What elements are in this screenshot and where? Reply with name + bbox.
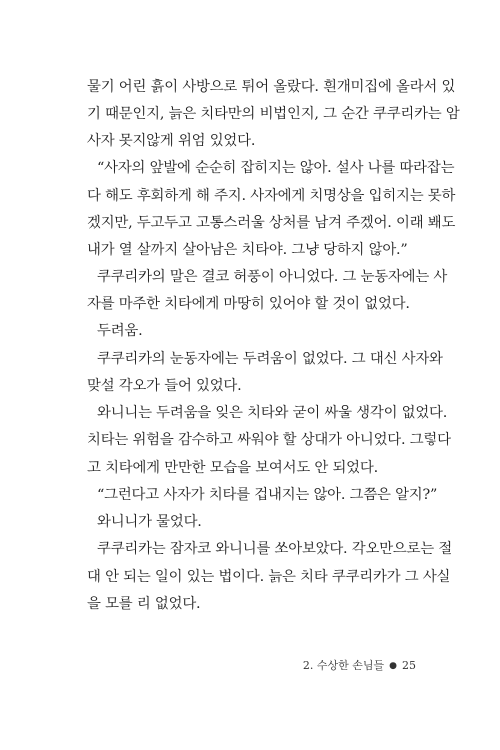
text-line: 대 안 되는 일이 있는 법이다. 늙은 치타 쿠쿠리카가 그 사실 bbox=[87, 569, 451, 585]
text-line: 물기 어린 흙이 사방으로 튀어 올랐다. 흰개미집에 올라서 있 bbox=[87, 79, 456, 95]
page-number: 25 bbox=[402, 659, 416, 672]
text-line: 을 모를 리 없었다. bbox=[87, 596, 201, 612]
text-line: “그런다고 사자가 치타를 겁내지는 않아. 그쯤은 알지?” bbox=[97, 487, 438, 503]
text-line: 겠지만, 두고두고 고통스러울 상처를 남겨 주겠어. 이래 봬도 bbox=[87, 215, 456, 231]
text-line: 와니니가 물었다. bbox=[97, 514, 202, 530]
text-line: 쿠쿠리카는 잠자코 와니니를 쏘아보았다. 각오만으로는 절 bbox=[97, 541, 453, 557]
text-line: 내가 열 살까지 살아남은 치타야. 그냥 당하지 않아.” bbox=[87, 242, 408, 258]
text-line: 맞설 각오가 들어 있었다. bbox=[87, 378, 242, 394]
text-line: 자를 마주한 치타에게 마땅히 있어야 할 것이 없었다. bbox=[87, 296, 410, 312]
text-line: 치타는 위험을 감수하고 싸워야 할 상대가 아니었다. 그렇다 bbox=[87, 432, 451, 448]
text-line: 고 치타에게 만만한 모습을 보여서도 안 되었다. bbox=[87, 460, 378, 476]
chapter-title: 2. 수상한 손님들 bbox=[302, 659, 385, 672]
text-line: 사자 못지않게 위엄 있었다. bbox=[87, 133, 256, 149]
text-line: 쿠쿠리카의 말은 결코 허풍이 아니었다. 그 눈동자에는 사 bbox=[97, 269, 448, 285]
text-line: 기 때문인지, 늙은 치타만의 비법인지, 그 순간 쿠쿠리카는 암 bbox=[87, 106, 460, 122]
text-line: 쿠쿠리카의 눈동자에는 두려움이 없었다. 그 대신 사자와 bbox=[97, 351, 443, 367]
text-line: 다 해도 후회하게 해 주지. 사자에게 치명상을 입히지는 못하 bbox=[87, 188, 456, 204]
bullet-icon: ● bbox=[389, 661, 397, 671]
text-line: 와니니는 두려움을 잊은 치타와 굳이 싸울 생각이 없었다. bbox=[97, 405, 448, 421]
page-footer bbox=[303, 658, 416, 674]
text-line: 두려움. bbox=[97, 323, 143, 339]
text-line: “사자의 앞발에 순순히 잡히지는 않아. 설사 나를 따라잡는 bbox=[97, 160, 455, 176]
